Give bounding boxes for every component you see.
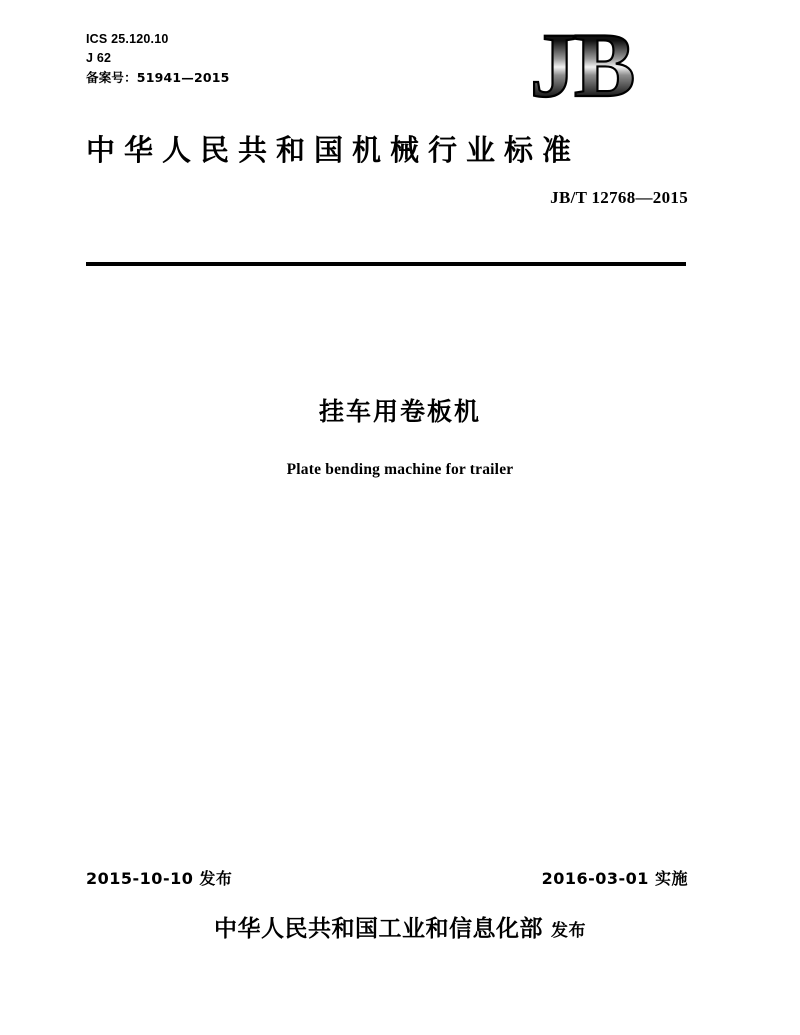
header-codes-block <box>86 30 230 87</box>
publisher-line <box>0 910 800 943</box>
jb-logo-icon <box>528 22 688 108</box>
classification-code: J 62 <box>86 51 112 65</box>
publisher-verb: 发布 <box>551 921 586 941</box>
record-number: 备案号：51941—2015 <box>86 70 230 85</box>
publisher-name: 中华人民共和国工业和信息化部 <box>214 916 543 942</box>
header-divider-thin <box>86 265 686 266</box>
standard-organization-title: 中华人民共和国机械行业标准 <box>86 133 581 167</box>
issue-date: 2015-10-10 发布 <box>86 869 233 888</box>
ics-code: ICS 25.120.10 <box>86 32 169 46</box>
document-title-chinese: 挂车用卷板机 <box>318 397 481 426</box>
document-title-english: Plate bending machine for trailer <box>286 461 514 478</box>
standard-number: JB/T 12768—2015 <box>550 188 688 207</box>
svg-text:JB: JB <box>530 22 634 108</box>
effective-date: 2016-03-01 实施 <box>541 869 688 888</box>
